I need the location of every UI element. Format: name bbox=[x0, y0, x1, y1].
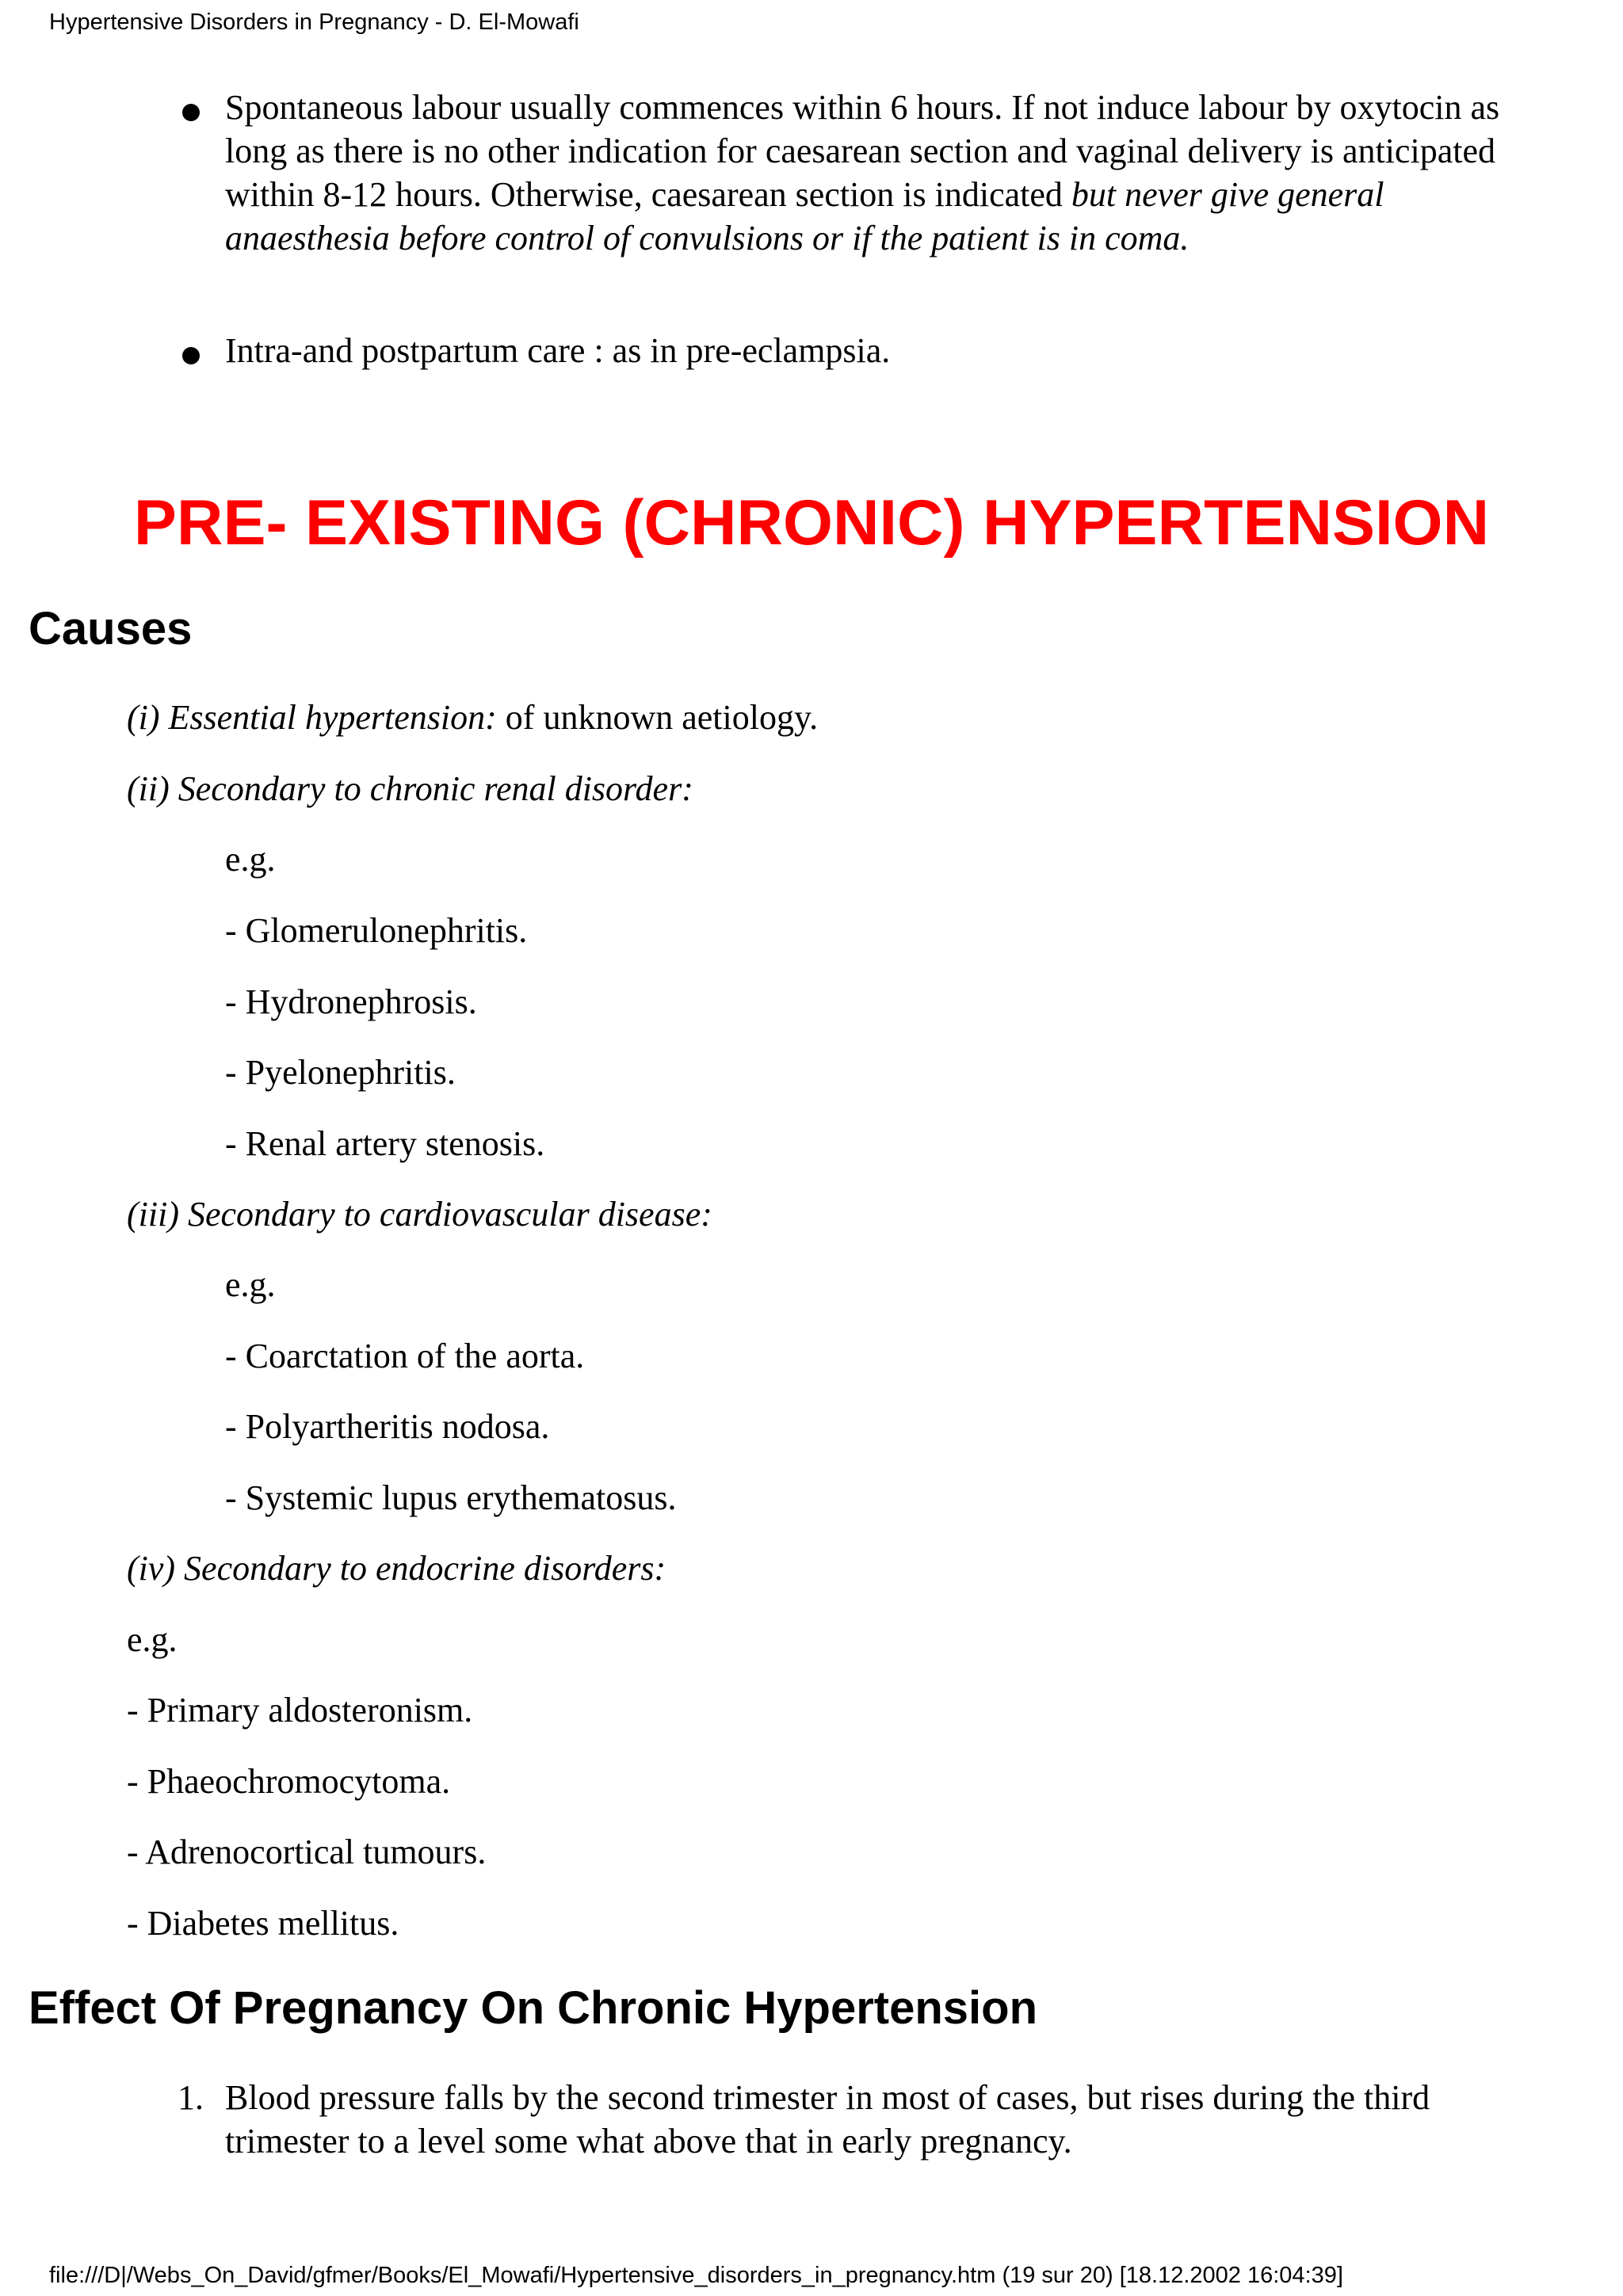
list-number: 1. bbox=[178, 2078, 204, 2117]
cause-item-cardiovascular bbox=[127, 1192, 712, 1236]
list-item: - Glomerulonephritis. bbox=[225, 911, 528, 950]
cause-item-text: of unknown aetiology. bbox=[496, 698, 819, 737]
bullet-icon bbox=[182, 347, 200, 364]
cause-item-endocrine bbox=[127, 1547, 666, 1590]
list-item: - Phaeochromocytoma. bbox=[127, 1762, 451, 1801]
page-footer: file:///D|/Webs_On_David/gfmer/Books/El_Mowafi/Hypertensive_disorders_in_pregnancy.htm (19 sur 20) [18.12.2002 16:04:39] bbox=[49, 2263, 1343, 2288]
bullet-item-labour bbox=[225, 86, 1525, 260]
page-header: Hypertensive Disorders in Pregnancy - D. El-Mowafi bbox=[49, 10, 579, 35]
cause-item-title: (i) Essential hypertension: bbox=[127, 698, 497, 737]
list-item: - Polyartheritis nodosa. bbox=[225, 1407, 550, 1446]
example-label: e.g. bbox=[127, 1620, 178, 1659]
example-label: e.g. bbox=[225, 1265, 276, 1304]
cause-item-essential bbox=[127, 696, 818, 739]
list-item: - Primary aldosteronism. bbox=[127, 1691, 473, 1730]
page-title: PRE- EXISTING (CHRONIC) HYPERTENSION bbox=[133, 487, 1490, 559]
list-item: - Hydronephrosis. bbox=[225, 982, 477, 1021]
example-label: e.g. bbox=[225, 840, 276, 879]
cause-item-title: (ii) Secondary to chronic renal disorder: bbox=[127, 769, 693, 808]
bullet-text: Intra-and postpartum care : as in pre-eclampsia. bbox=[225, 331, 891, 370]
list-item: - Renal artery stenosis. bbox=[225, 1124, 545, 1163]
cause-item-title: (iii) Secondary to cardiovascular disease: bbox=[127, 1195, 712, 1234]
section-heading-effect: Effect Of Pregnancy On Chronic Hypertension bbox=[29, 1982, 1037, 2034]
list-item: - Coarctation of the aorta. bbox=[225, 1337, 585, 1375]
bullet-icon bbox=[182, 104, 200, 121]
bullet-text: Spontaneous labour usually commences within 6 hours. If not induce labour by oxytocin as long as there is no other indication for caesarean section and vaginal delivery is anticipated within 8-12 hours. Otherwise, caesarean section is indicated bbox=[225, 88, 1500, 214]
section-heading-causes: Causes bbox=[29, 603, 193, 654]
numbered-item-blood-pressure: Blood pressure falls by the second trimester in most of cases, but rises during the third trimester to a level some what above that in early pregnancy. bbox=[225, 2078, 1430, 2161]
list-item: - Pyelonephritis. bbox=[225, 1053, 456, 1092]
bullet-italic-text: but never give general anaesthesia before control of convulsions or if the patient is in coma. bbox=[225, 175, 1384, 257]
cause-item-renal bbox=[127, 767, 693, 810]
list-item: - Adrenocortical tumours. bbox=[127, 1833, 487, 1871]
list-item: - Systemic lupus erythematosus. bbox=[225, 1478, 677, 1517]
bullet-item-postpartum bbox=[225, 329, 1525, 372]
cause-item-title: (iv) Secondary to endocrine disorders: bbox=[127, 1549, 666, 1588]
list-item: - Diabetes mellitus. bbox=[127, 1904, 399, 1943]
